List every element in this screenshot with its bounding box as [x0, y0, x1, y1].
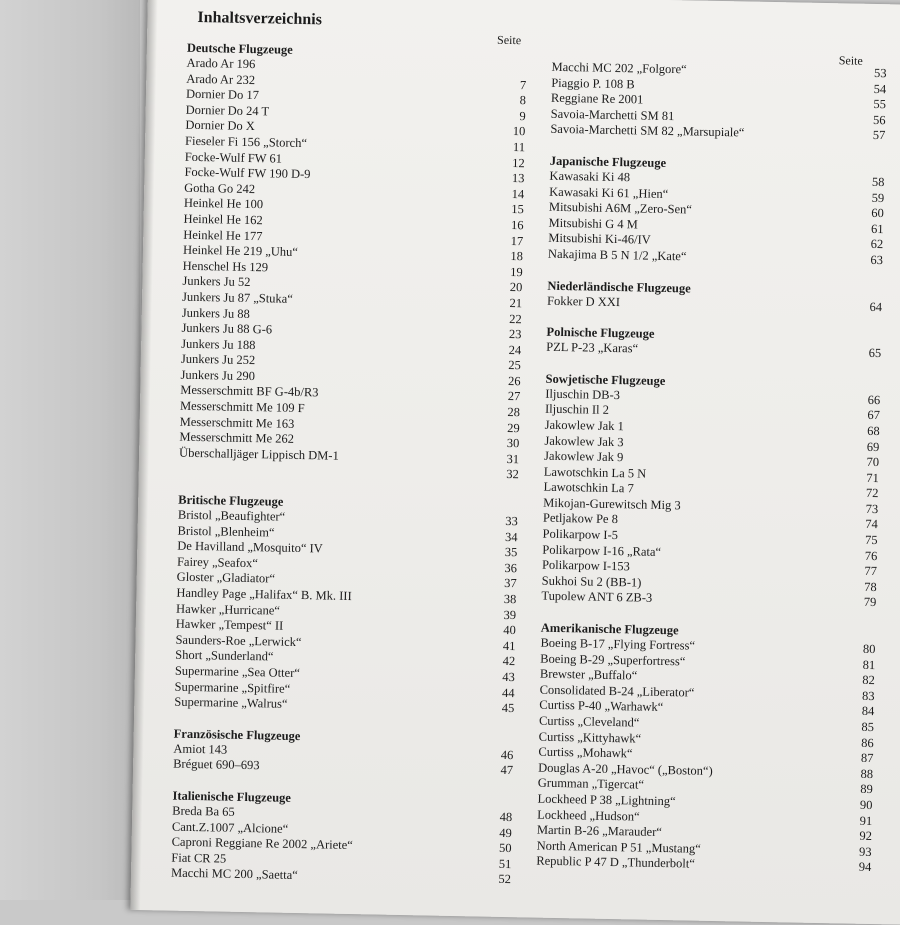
entry-title: Tupolew ANT 6 ZB-3 [541, 589, 652, 607]
section-heading: Italienische Flugzeuge [172, 789, 512, 811]
entry-title: Mikojan-Gurewitsch Mig 3 [543, 496, 681, 514]
entry-page-number: 42 [491, 654, 515, 670]
entry-title: Messerschmitt Me 109 F [180, 399, 305, 417]
entry-title: Kawasaki Ki 48 [549, 169, 630, 186]
entry-page-number: 82 [851, 673, 875, 689]
entry-title: Gotha Go 242 [184, 180, 255, 197]
entry-page-number: 61 [859, 221, 883, 237]
toc-section [171, 789, 513, 888]
entry-page-number: 58 [860, 175, 884, 191]
entry-page-number: 49 [488, 825, 512, 841]
toc-left-column [171, 41, 527, 904]
entry-title: Bréguet 690–693 [173, 757, 260, 774]
entry-title: Boeing B-17 „Flying Fortress“ [540, 636, 695, 655]
entry-title: Bristol „Beaufighter“ [178, 508, 286, 526]
entry-page-number: 71 [855, 470, 879, 486]
entry-title: PZL P-23 „Karas“ [546, 340, 638, 357]
entry-title: Savoia-Marchetti SM 81 [551, 107, 675, 125]
entry-page-number: 74 [854, 517, 878, 533]
entry-title: Polikarpow I-153 [542, 558, 630, 575]
entry-title: Hawker „Hurricane“ [176, 601, 280, 619]
entry-page-number: 39 [492, 607, 516, 623]
entry-page-number: 36 [493, 561, 517, 577]
entry-title: Curtiss „Kittyhawk“ [539, 729, 642, 747]
entry-title: Fiat CR 25 [171, 850, 226, 867]
entry-title: Henschel Hs 129 [183, 258, 269, 275]
entry-page-number: 24 [497, 342, 521, 358]
entry-page-number: 13 [500, 171, 524, 187]
entry-page-number: 25 [497, 358, 521, 374]
toc-section [179, 41, 527, 483]
entry-page-number: 37 [493, 576, 517, 592]
entry-page-number: 43 [491, 670, 515, 686]
entry-page-number: 85 [850, 720, 874, 736]
entry-page-number: 27 [496, 389, 520, 405]
entry-page-number: 92 [848, 829, 872, 845]
entry-title: Arado Ar 232 [186, 71, 255, 88]
entry-title: Junkers Ju 87 „Stuka“ [182, 290, 293, 308]
entry-title: Mitsubishi G 4 M [548, 215, 638, 232]
entry-title: Hawker „Tempest“ II [176, 617, 284, 635]
entry-page-number: 20 [498, 280, 522, 296]
entry-page-number: 31 [495, 452, 519, 468]
entry-title: Messerschmitt Me 163 [180, 414, 295, 432]
entry-page-number: 70 [855, 455, 879, 471]
entry-title: Jakowlew Jak 9 [544, 449, 623, 466]
entry-title: Lockheed „Hudson“ [537, 807, 640, 825]
entry-title: Gloster „Gladiator“ [177, 570, 276, 587]
entry-page-number: 34 [493, 529, 517, 545]
entry-title: Mitsubishi A6M „Zero-Sen“ [549, 200, 692, 218]
entry-title: Martin B-26 „Marauder“ [537, 823, 662, 841]
entry-page-number: 51 [487, 856, 511, 872]
toc-section [550, 60, 886, 144]
entry-title: Heinkel He 162 [183, 212, 262, 229]
entry-title: Junkers Ju 252 [181, 352, 256, 369]
section-heading: Britische Flugzeuge [178, 493, 518, 515]
entry-page-number: 23 [497, 327, 521, 343]
toc-section [541, 371, 880, 611]
entry-page-number: 67 [856, 408, 880, 424]
toc-section [173, 726, 514, 779]
entry-title: Savoia-Marchetti SM 82 „Marsupiale“ [550, 122, 744, 141]
section-heading: Amerikanische Flugzeuge [541, 621, 876, 642]
toc-section [547, 278, 883, 315]
entry-title: Sukhoi Su 2 (BB-1) [542, 574, 642, 592]
entry-title: Focke-Wulf FW 61 [185, 149, 282, 166]
entry-page-number: 55 [862, 97, 886, 113]
toc-section [174, 493, 518, 717]
entry-page-number: 93 [847, 844, 871, 860]
entry-page-number: 63 [859, 253, 883, 269]
entry-title: Arado Ar 196 [186, 56, 255, 73]
entry-title: Amiot 143 [173, 741, 227, 758]
entry-page-number: 53 [862, 66, 886, 82]
entry-title: Iljuschin DB-3 [545, 386, 620, 403]
entry-title: Heinkel He 177 [183, 227, 262, 244]
page-number-label-right: Seite [839, 53, 863, 68]
entry-page-number: 22 [498, 311, 522, 327]
entry-page-number: 32 [495, 467, 519, 483]
entry-page-number: 77 [853, 564, 877, 580]
entry-page-number: 65 [857, 346, 881, 362]
entry-title: North American P 51 „Mustang“ [536, 838, 700, 857]
entry-page-number: 14 [500, 187, 524, 203]
entry-page-number: 91 [848, 813, 872, 829]
entry-page-number: 56 [861, 113, 885, 129]
entry-title: Junkers Ju 52 [182, 274, 250, 291]
entry-page-number: 30 [495, 436, 519, 452]
entry-title: Heinkel He 100 [184, 196, 263, 213]
entry-title: Consolidated B-24 „Liberator“ [539, 682, 694, 701]
entry-page-number: 94 [847, 860, 871, 876]
entry-title: Bristol „Blenheim“ [177, 523, 274, 540]
entry-page-number: 16 [499, 218, 523, 234]
entry-title: Iljuschin Il 2 [545, 402, 609, 419]
entry-title: Republic P 47 D „Thunderbolt“ [536, 854, 695, 873]
entry-page-number: 35 [493, 545, 517, 561]
section-heading: Japanische Flugzeuge [550, 154, 885, 175]
section-heading: Niederländische Flugzeuge [547, 278, 882, 299]
entry-page-number: 78 [853, 579, 877, 595]
entry-page-number: 40 [492, 623, 516, 639]
entry-title: Reggiane Re 2001 [551, 91, 644, 108]
entry-page-number: 7 [502, 77, 526, 93]
entry-page-number: 28 [496, 405, 520, 421]
toc-section [546, 325, 882, 362]
entry-title: Focke-Wulf FW 190 D-9 [184, 165, 310, 183]
entry-title: Jakowlew Jak 3 [544, 433, 623, 450]
entry-page-number: 15 [500, 202, 524, 218]
entry-title: Überschalljäger Lippisch DM-1 [179, 446, 339, 465]
entry-title: Breda Ba 65 [172, 804, 235, 821]
entry-page-number: 8 [502, 93, 526, 109]
entry-page-number: 79 [852, 595, 876, 611]
section-heading: Deutsche Flugzeuge [187, 41, 527, 63]
entry-page-number: 11 [501, 140, 525, 156]
entry-page-number: 47 [489, 763, 513, 779]
entry-page-number: 73 [854, 502, 878, 518]
entry-title: Lawotschkin La 5 N [544, 464, 647, 482]
document-page [130, 0, 900, 925]
entry-page-number: 83 [850, 688, 874, 704]
entry-title: Curtiss „Mohawk“ [538, 745, 632, 762]
entry-title: Cant.Z.1007 „Alcione“ [172, 819, 289, 837]
entry-title: Short „Sunderland“ [175, 648, 274, 665]
entry-page-number: 69 [855, 439, 879, 455]
entry-title: Messerschmitt Me 262 [179, 430, 294, 448]
entry-page-number: 76 [853, 548, 877, 564]
entry-page-number: 68 [856, 424, 880, 440]
entry-page-number: 88 [849, 766, 873, 782]
entry-title: Polikarpow I-16 „Rata“ [542, 542, 661, 560]
entry-title: Boeing B-29 „Superfortress“ [540, 651, 685, 669]
entry-page-number: 21 [498, 296, 522, 312]
entry-title: Brewster „Buffalo“ [540, 667, 638, 684]
entry-title: Supermarine „Sea Otter“ [175, 664, 300, 682]
entry-page-number: 29 [496, 420, 520, 436]
entry-title: Lockheed P 38 „Lightning“ [537, 792, 675, 810]
entry-title: Douglas A-20 „Havoc“ („Boston“) [538, 760, 713, 779]
entry-title: Mitsubishi Ki-46/IV [548, 231, 651, 249]
entry-page-number: 60 [860, 206, 884, 222]
entry-page-number: 81 [851, 657, 875, 673]
section-heading: Sowjetische Flugzeuge [545, 371, 880, 392]
page-number-label-left: Seite [497, 33, 521, 48]
entry-page-number: 89 [849, 782, 873, 798]
entry-page-number: 33 [494, 514, 518, 530]
entry-page-number: 48 [488, 810, 512, 826]
entry-page-number: 66 [856, 392, 880, 408]
entry-title: Heinkel He 219 „Uhu“ [183, 243, 298, 261]
toc-right-column [536, 60, 887, 892]
entry-page-number: 26 [496, 374, 520, 390]
entry-page-number: 50 [487, 841, 511, 857]
toc-section [548, 154, 885, 269]
entry-page-number: 52 [487, 872, 511, 888]
entry-title: Handley Page „Halifax“ B. Mk. III [176, 586, 352, 605]
entry-title: Macchi MC 200 „Saetta“ [171, 866, 298, 884]
entry-page-number: 62 [859, 237, 883, 253]
toc-section [536, 621, 876, 876]
entry-page-number: 17 [499, 233, 523, 249]
entry-title: Junkers Ju 88 [182, 305, 250, 322]
entry-page-number: 90 [848, 798, 872, 814]
entry-title: Polikarpow I-5 [542, 527, 618, 544]
entry-page-number: 80 [851, 642, 875, 658]
entry-title: De Havilland „Mosquito“ IV [177, 539, 323, 557]
entry-title: Saunders-Roe „Lerwick“ [175, 632, 301, 650]
entry-title: Dornier Do 24 T [186, 103, 270, 120]
entry-title: Dornier Do X [185, 118, 255, 135]
entry-title: Fokker D XXI [547, 293, 620, 310]
entry-title: Dornier Do 17 [186, 87, 259, 104]
entry-title: Supermarine „Walrus“ [174, 695, 287, 713]
entry-title: Junkers Ju 188 [181, 336, 256, 353]
entry-page-number: 72 [854, 486, 878, 502]
entry-title: Nakajima B 5 N 1/2 „Kate“ [548, 247, 687, 265]
entry-page-number: 45 [490, 701, 514, 717]
entry-page-number: 18 [499, 249, 523, 265]
entry-title: Lawotschkin La 7 [543, 480, 634, 497]
entry-page-number: 19 [498, 265, 522, 281]
section-heading: Französische Flugzeuge [174, 726, 514, 748]
entry-page-number: 12 [501, 155, 525, 171]
entry-title: Junkers Ju 290 [180, 368, 255, 385]
background-surface [0, 0, 140, 900]
entry-page-number: 9 [501, 109, 525, 125]
entry-title: Supermarine „Spitfire“ [174, 679, 290, 697]
entry-title: Caproni Reggiane Re 2002 „Ariete“ [171, 835, 352, 854]
entry-page-number: 10 [501, 124, 525, 140]
entry-page-number: 75 [853, 533, 877, 549]
entry-page-number: 86 [850, 735, 874, 751]
entry-title: Jakowlew Jak 1 [545, 418, 624, 435]
entry-page-number: 57 [861, 128, 885, 144]
entry-title: Macchi MC 202 „Folgore“ [551, 60, 686, 78]
entry-page-number: 54 [862, 81, 886, 97]
entry-title: Curtiss „Cleveland“ [539, 714, 640, 732]
entry-page-number: 46 [489, 747, 513, 763]
entry-page-number: 84 [850, 704, 874, 720]
entry-page-number: 38 [492, 592, 516, 608]
entry-page-number: 87 [849, 751, 873, 767]
entry-page-number: 41 [491, 638, 515, 654]
entry-title: Messerschmitt BF G-4b/R3 [180, 383, 318, 401]
entry-title: Curtiss P-40 „Warhawk“ [539, 698, 663, 716]
entry-title: Junkers Ju 88 G-6 [181, 321, 272, 338]
page-title: Inhaltsverzeichnis [197, 9, 322, 29]
entry-page-number: 59 [860, 190, 884, 206]
entry-page-number: 64 [858, 299, 882, 315]
entry-title: Fieseler Fi 156 „Storch“ [185, 134, 307, 152]
entry-title: Fairey „Seafox“ [177, 554, 258, 571]
entry-title: Kawasaki Ki 61 „Hien“ [549, 184, 668, 202]
entry-title: Petljakow Pe 8 [543, 511, 618, 528]
section-heading: Polnische Flugzeuge [546, 325, 881, 346]
entry-title: Piaggio P. 108 B [551, 75, 635, 92]
entry-title: Grumman „Tigercat“ [538, 776, 644, 794]
entry-page-number: 44 [490, 685, 514, 701]
